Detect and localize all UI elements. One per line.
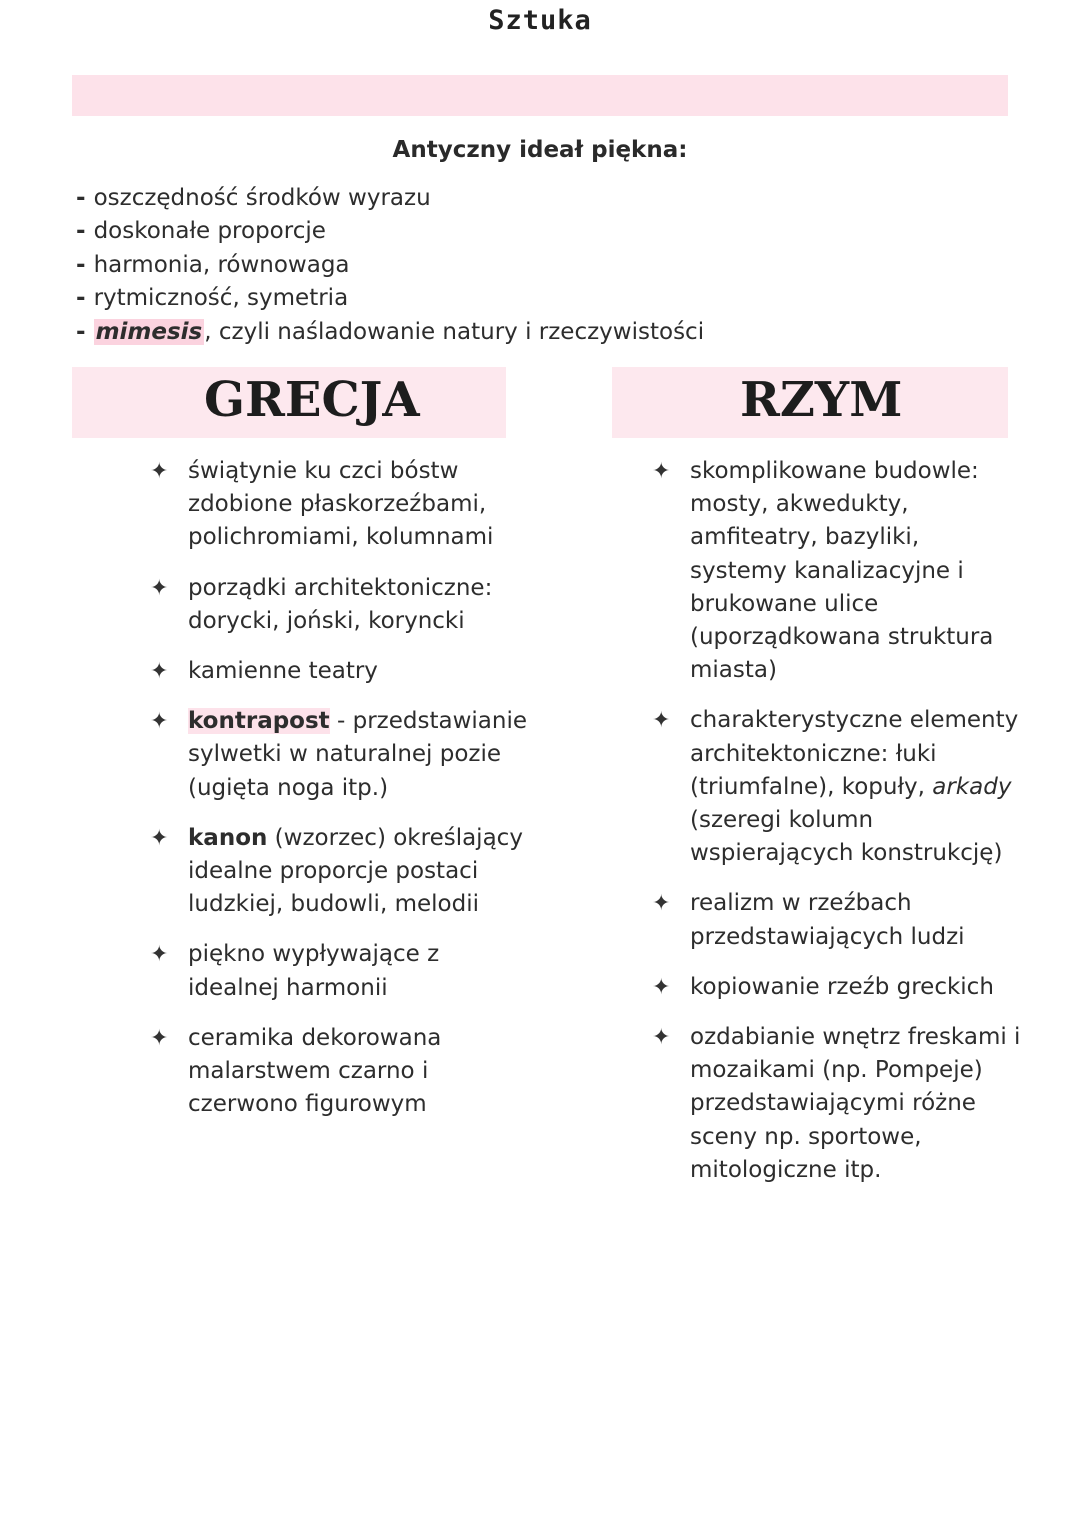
four-point-star-icon: ✦	[652, 974, 671, 1000]
greece-heading: GRECJA	[204, 372, 420, 428]
four-point-star-icon: ✦	[150, 709, 169, 735]
four-point-star-icon: ✦	[150, 1025, 169, 1051]
rome-list	[652, 455, 1022, 1187]
list-item: - doskonałe proporcje	[76, 218, 326, 245]
page-title: Sztuka	[488, 5, 592, 36]
greece-list	[150, 455, 530, 1121]
list-item: ✦ ozdabianie wnętrz freskami i mozaikami (np. Pompeje) przedstawiającymi różne sceny np. sportowe, mitologiczne itp.	[652, 1021, 1022, 1187]
list-item: ✦ kamienne teatry	[150, 655, 530, 688]
list-item: ✦ porządki architektoniczne: dorycki, joński, koryncki	[150, 572, 530, 638]
arkady-term: arkady	[932, 773, 1012, 800]
ideal-list	[76, 182, 704, 349]
four-point-star-icon: ✦	[150, 459, 169, 484]
list-item: ✦ kanon (wzorzec) określający idealne proporcje postaci ludzkiej, budowli, melodii	[150, 822, 530, 922]
four-point-star-icon: ✦	[652, 459, 671, 484]
list-item: ✦ skomplikowane budowle: mosty, akwedukty, amfiteatry, bazyliki, systemy kanalizacyjne i brukowane ulice (uporządkowana struktura miasta)	[652, 455, 1022, 687]
list-item: - mimesis, czyli naśladowanie natury i rzeczywistości	[76, 318, 705, 345]
four-point-star-icon: ✦	[150, 659, 169, 685]
title-bar	[72, 75, 1008, 116]
four-point-star-icon: ✦	[150, 575, 169, 601]
list-item: - oszczędność środków wyrazu	[76, 185, 431, 211]
four-point-star-icon: ✦	[150, 942, 169, 968]
greece-heading-box	[72, 367, 506, 438]
list-item: ✦ kopiowanie rzeźb greckich	[652, 971, 1022, 1004]
list-item: ✦ ceramika dekorowana malarstwem czarno i czerwono figurowym	[150, 1022, 530, 1122]
list-item: - rytmiczność, symetria	[76, 285, 349, 312]
four-point-star-icon: ✦	[652, 1025, 671, 1051]
kanon-term: kanon	[188, 824, 268, 851]
four-point-star-icon: ✦	[150, 825, 169, 851]
four-point-star-icon: ✦	[652, 708, 671, 734]
list-item: ✦ charakterystyczne elementy architektoniczne: łuki (triumfalne), kopuły, arkady (szeregi kolumn wspierających konstrukcję)	[652, 704, 1022, 870]
rome-heading: RZYM	[740, 372, 903, 428]
four-point-star-icon: ✦	[652, 891, 671, 917]
list-item: ✦ świątynie ku czci bóstw zdobione płaskorzeźbami, polichromiami, kolumnami	[150, 455, 530, 555]
kontrapost-term: kontrapost	[188, 708, 330, 735]
list-item: ✦ piękno wypływające z idealnej harmonii	[150, 938, 530, 1004]
rome-heading-box	[612, 367, 1008, 438]
list-item: - harmonia, równowaga	[76, 251, 350, 278]
subtitle: Antyczny ideał piękna:	[392, 137, 688, 163]
mimesis-term: mimesis	[95, 318, 203, 345]
list-item: ✦ realizm w rzeźbach przedstawiających ludzi	[652, 887, 1022, 953]
list-item: ✦ kontrapost - przedstawianie sylwetki w naturalnej pozie (ugięta noga itp.)	[150, 705, 530, 805]
